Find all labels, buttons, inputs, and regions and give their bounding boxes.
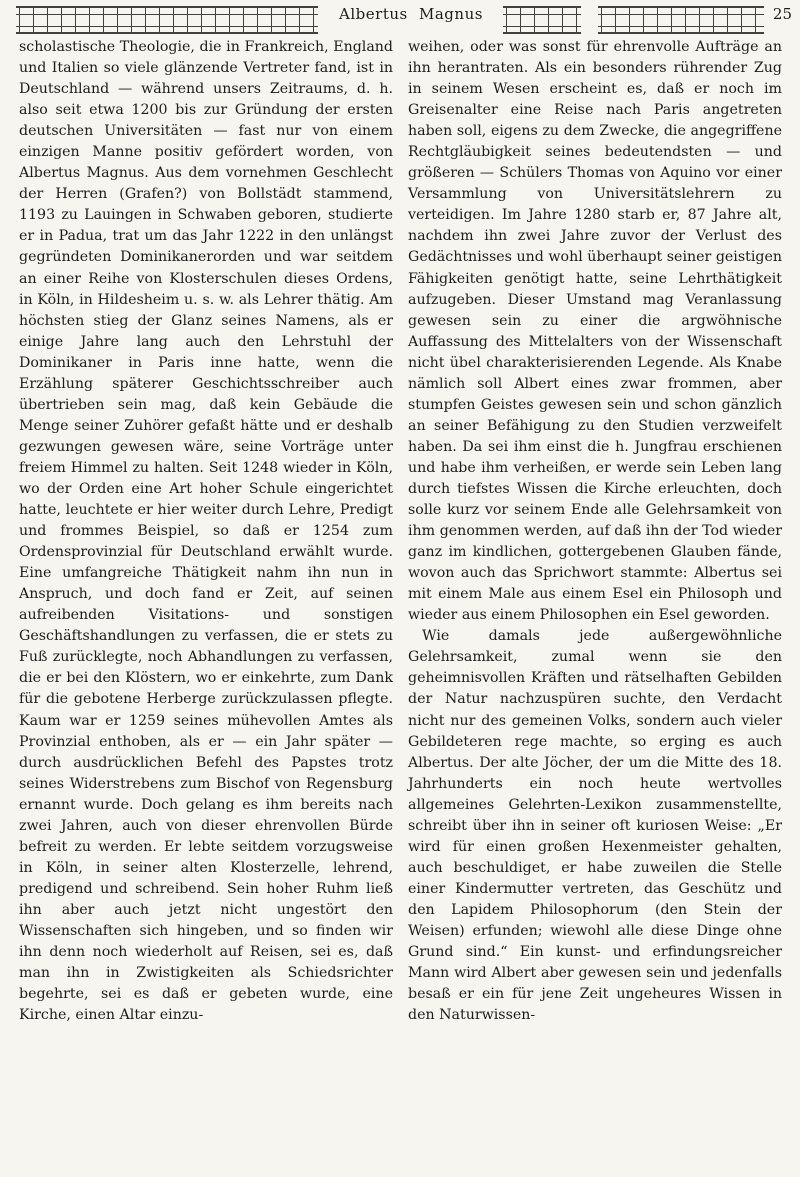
running-title <box>321 5 501 23</box>
left-column <box>19 37 393 1026</box>
header-ornament-middle <box>503 6 581 34</box>
running-header <box>16 2 792 36</box>
right-paragraph-2: Wie damals jede außergewöhnliche Gelehrsamkeit, zumal wenn sie den geheimnisvollen Kräften und rätselhaften Gebilden der Natur nachzuspüren suchte, den Verdacht nicht nur des gemeinen Volks, sondern auch vieler Gebildeteren rege machte, so erging es auch Albertus. Der alte Jöcher, der um die Mitte des 18. Jahrhunderts ein noch heute wertvolles allgemeines Gelehrten-Lexikon zusammenstellte, schreibt über ihn in seiner oft kuriosen Weise: „Er wird für einen großen Hexenmeister gehalten, auch beschuldiget, er habe zuweilen die Stelle einer Kindermutter vertreten, das Geschütz und den Lapidem Philosophorum (den Stein der Weisen) erfunden; wiewohl alle diese Dinge ohne Grund sind.“ Ein kunst- und erfindungsreicher Mann wird Albert aber gewesen sein und jedenfalls besaß er ein für jene Zeit ungeheures Wissen in den Naturwissen- <box>408 628 782 1024</box>
header-ornament-right <box>598 6 764 34</box>
right-paragraph-1: weihen, oder was sonst für ehrenvolle Aufträge an ihn herantraten. Als ein besonders rührender Zug in seinem Wesen erscheint es, daß er noch im Greisenalter eine Reise nach Paris angetreten haben soll, eigens zu dem Zwecke, die angegriffene Rechtgläubigkeit seines bedeutendsten — und größeren — Schülers Thomas von Aquino vor einer Versammlung von Universitätslehrern zu verteidigen. Im Jahre 1280 starb er, 87 Jahre alt, nachdem ihn zwei Jahre zuvor der Verlust des Gedächtnisses und wohl überhaupt seiner geistigen Fähigkeiten genötigt hatte, seine Lehrthätigkeit aufzugeben. Dieser Umstand mag Veranlassung gewesen sein zu einer die argwöhnische Auffassung des Mittelalters von der Wissenschaft nicht übel charakterisierenden Legende. Als Knabe nämlich soll Albert eines zwar frommen, aber stumpfen Geistes gewesen sein und schon gänzlich an seiner Befähigung zu den Studien verzweifelt haben. Da sei ihm einst die h. Jungfrau erschienen und habe ihm verheißen, er werde sein Leben lang durch tiefstes Wissen die Kirche erleuchten, doch solle kurz vor seinem Ende alle Gelehrsamkeit von ihm genommen werden, auf daß ihn der Tod wieder ganz im kindlichen, gottergebenen Glauben fände, wovon auch das Sprichwort stammte: Albertus sei mit einem Male aus einem Esel ein Philosoph und wieder aus einem Philosophen ein Esel geworden. <box>408 39 782 624</box>
right-column <box>408 37 782 1026</box>
header-ornament-left <box>16 6 318 34</box>
page-number: 25 <box>772 5 792 23</box>
running-title-word-1: Albertus <box>339 5 408 23</box>
left-paragraph-1: scholastische Theologie, die in Frankreich, England und Italien so viele glänzende Vertreter fand, ist in Deutschland — während unsers Zeitraums, d. h. also seit etwa 1200 bis zur Gründung der ersten deutschen Universitäten — fast nur von einem einzigen Manne positiv gefördert worden, von Albertus Magnus. Aus dem vornehmen Geschlecht der Herren (Grafen?) von Bollstädt stammend, 1193 zu Lauingen in Schwaben geboren, studierte er in Padua, trat um das Jahr 1222 in den unlängst gegründeten Dominikanerorden und war seitdem an einer Reihe von Klosterschulen dieses Ordens, in Köln, in Hildesheim u. s. w. als Lehrer thätig. Am höchsten stieg der Glanz seines Namens, als er einige Jahre lang auch den Lehrstuhl der Dominikaner in Paris inne hatte, wenn die Erzählung späterer Geschichtsschreiber auch übertrieben sein mag, daß kein Gebäude die Menge seiner Zuhörer gefaßt hätte und er deshalb gezwungen gewesen wäre, seine Vorträge unter freiem Himmel zu halten. Seit 1248 wieder in Köln, wo der Orden eine Art hoher Schule eingerichtet hatte, leuchtete er hier weiter durch Lehre, Predigt und frommes Beispiel, so daß er 1254 zum Ordensprovinzial für Deutschland erwählt wurde. Eine umfangreiche Thätigkeit nahm ihn nun in Anspruch, und doch fand er Zeit, auf seinen aufreibenden Visitations- und sonstigen Geschäftshandlungen zu verfassen, die er stets zu Fuß zurücklegte, noch Abhandlungen zu verfassen, die er bei den Klöstern, wo er einkehrte, zum Dank für die gebotene Herberge zurückzulassen pflegte. Kaum war er 1259 seines mühevollen Amtes als Provinzial enthoben, als er — ein Jahr später — durch ausdrücklichen Befehl des Papstes trotz seines Widerstrebens zum Bischof von Regensburg ernannt wurde. Doch gelang es ihm bereits nach zwei Jahren, auch von dieser ehrenvollen Bürde befreit zu werden. Er lebte seitdem vorzugsweise in Köln, in seiner alten Klosterzelle, lehrend, predigend und schreibend. Sein hoher Ruhm ließ ihn aber auch jetzt nicht ungestört den Wissenschaften sich hingeben, und so finden wir ihn denn noch wiederholt auf Reisen, sei es, daß man ihn in Zwistigkeiten als Schiedsrichter begehrte, sei es daß er gebeten wurde, eine Kirche, einen Altar einzu- <box>19 39 393 1024</box>
running-title-word-2: Magnus <box>419 5 483 23</box>
